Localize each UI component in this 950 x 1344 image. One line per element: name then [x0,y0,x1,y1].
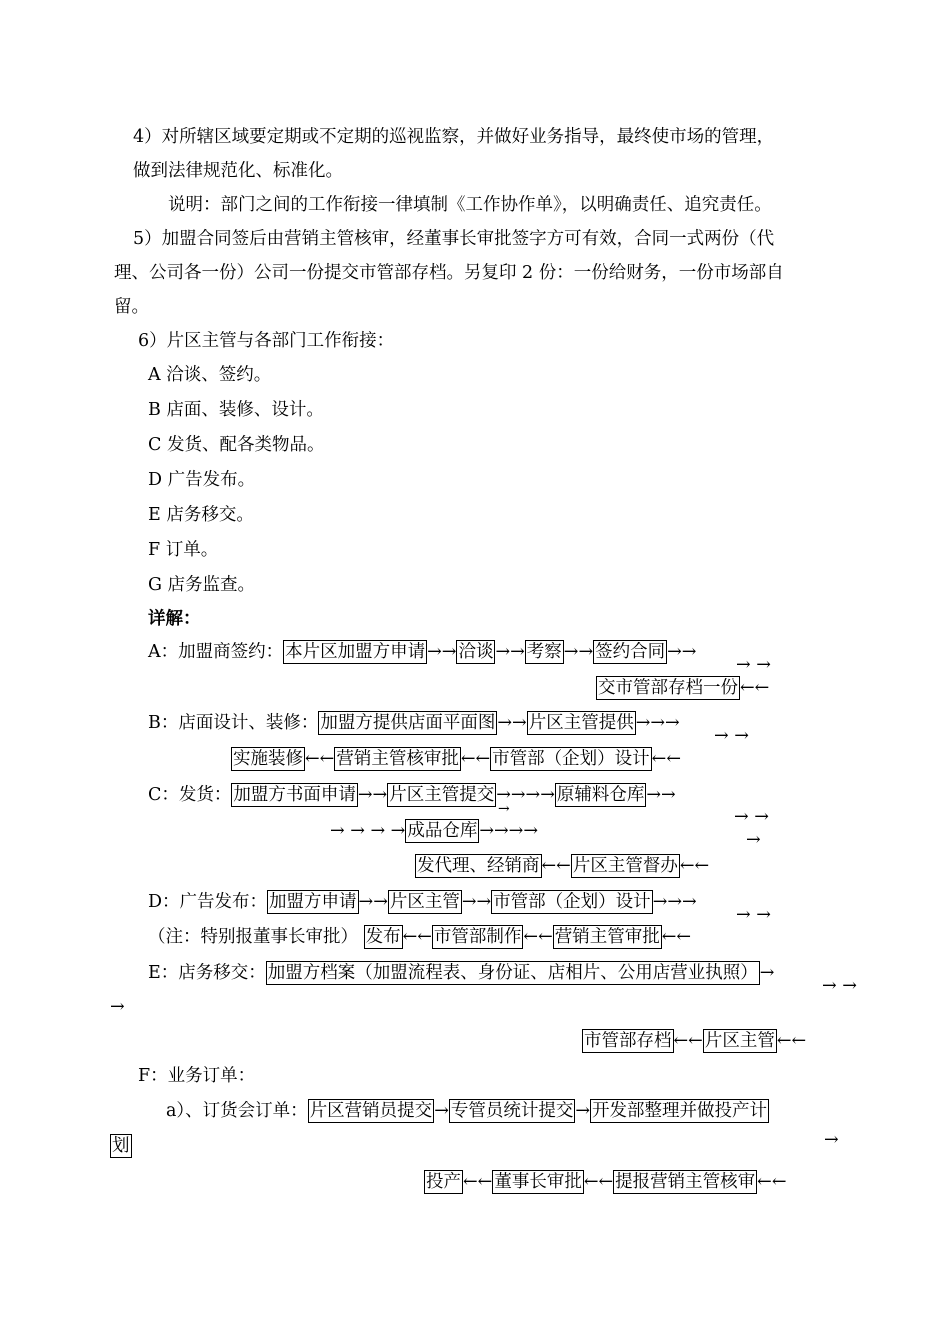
flow-a-row1 [148,640,696,664]
flow-box: 营销主管审批 [554,927,660,947]
right-arrow-icon: → → [822,976,857,996]
flow-box: 片区营销员提交 [309,1101,433,1121]
flow-box: 投产 [426,1172,461,1192]
flow-box: 董事长审批 [494,1172,582,1192]
left-arrow-icon: ←← [305,749,335,769]
left-arrow-icon: ←← [757,1172,787,1192]
list-item: G 店务监查。 [148,575,256,595]
left-arrow-icon: ←← [673,1031,703,1051]
left-arrow-icon: ←← [460,749,491,769]
left-arrow-icon: ←← [463,1172,493,1192]
right-arrow-icon: →→ [495,642,525,662]
detail-title: 详解： [148,609,201,629]
flow-box: 加盟方提供店面平面图 [320,713,496,733]
flow-box: 实施装修 [233,749,303,769]
flow-box: 本片区加盟方申请 [285,642,426,662]
paragraph-5-line1: 5）加盟合同签后由营销主管核审，经董事长审批签字方可有效，合同一式两份（代 [133,229,775,249]
flow-f-label: F：业务订单： [138,1066,256,1086]
right-arrow-icon: → → → → [330,821,406,841]
flow-box: 专管员统计提交 [450,1101,574,1121]
flow-b-label: B：店面设计、装修： [148,713,319,733]
left-arrow-icon: ←← [776,1031,807,1051]
flow-box: 片区主管 [704,1031,775,1051]
right-arrow-icon: →→ [563,642,594,662]
flow-box: 加盟方书面申请 [233,785,356,805]
left-arrow-icon: ←← [523,927,553,947]
right-arrow-icon: →→→→ [496,785,555,805]
right-arrow-icon: → [110,997,125,1017]
paragraph-4-line1: 4）对所辖区域要定期或不定期的巡视监察，并做好业务指导，最终使市场的管理， [133,127,775,147]
flow-f-sub-label: a）、订货会订单： [166,1101,308,1121]
flow-f-row1 [166,1099,769,1123]
list-item: C 发货、配各类物品。 [148,435,325,455]
flow-f-row1-wrap [110,1134,132,1158]
flow-box: 片区主管提交 [389,785,495,805]
left-arrow-icon: ←← [661,927,692,947]
right-arrow-icon: → [575,1101,591,1121]
flow-box: 营销主管核审批 [336,749,459,769]
flow-c-row2 [330,819,538,843]
flow-box: 发布 [365,927,401,947]
flow-d-label: D：广告发布： [148,892,268,912]
right-arrow-icon: →→ [357,785,388,805]
flow-box: 片区主管提供 [528,713,634,733]
flow-box: 市管部制作 [433,927,522,947]
right-arrow-icon: →→ [667,642,697,662]
down-arrow-icon: → [498,801,510,817]
flow-box: 开发部整理并做投产计 [592,1101,768,1121]
left-arrow-icon: ←← [740,678,770,698]
flow-b-row2 [231,747,681,771]
flow-d-row2 [148,925,691,949]
note-paragraph: 说明：部门之间的工作衔接一律填制《工作协作单》，以明确责任、追究责任。 [168,195,772,215]
flow-box: 片区主管督办 [572,856,678,876]
flow-box: 发代理、经销商 [417,856,540,876]
flow-box: 提报营销主管核审 [615,1172,756,1192]
list-item: A 洽谈、签约。 [148,365,272,385]
right-arrow-icon: →→ [427,642,457,662]
left-arrow-icon: ←← [541,856,571,876]
right-arrow-icon: →→ [497,713,527,733]
flow-b-row1 [148,711,680,735]
left-arrow-icon: ←← [651,749,681,769]
flow-box: 市管部（企划）设计 [492,749,650,769]
flow-box: 市管部存档 [584,1031,672,1051]
list-item: B 店面、装修、设计。 [148,400,324,420]
right-arrow-icon: →→→ [652,892,697,912]
flow-box: 原辅料仓库 [556,785,645,805]
flow-d-note: （注：特别报董事长审批） [148,927,358,947]
down-arrow-icon: → → [714,726,749,746]
paragraph-5-line2: 理、公司各一份）公司一份提交市管部存档。另复印 2 份：一份给财务，一份市场部自 [114,263,784,283]
right-arrow-icon: →→ [461,892,492,912]
flow-a-label: A：加盟商签约： [148,642,284,662]
flow-box: 签约合同 [595,642,666,662]
flow-box: 交市管部存档一份 [598,678,738,698]
right-arrow-icon: → [759,963,775,983]
flow-e-row1 [148,961,774,985]
flow-box: 洽谈 [458,642,494,662]
left-arrow-icon: ←← [679,856,710,876]
flow-f-row2 [424,1170,786,1194]
flow-box: 考察 [526,642,562,662]
list-item: F 订单。 [148,540,219,560]
paragraph-5-line3: 留。 [114,297,149,317]
left-arrow-icon: ←← [583,1172,614,1192]
flow-c-label: C：发货： [148,785,232,805]
flow-box: 划 [112,1136,130,1156]
flow-box: 加盟方申请 [269,892,357,912]
right-arrow-icon: → [434,1101,449,1121]
left-arrow-icon: ←← [402,927,432,947]
down-arrow-icon: → → [734,807,769,827]
right-arrow-icon: →→→→ [479,821,538,841]
flow-e-row2 [582,1029,806,1053]
flow-box: 成品仓库 [407,821,478,841]
flow-d-row1 [148,890,697,914]
flow-a-row2 [596,676,769,700]
right-arrow-icon: →→→ [635,713,680,733]
down-arrow-icon: → → [736,905,771,925]
flow-box: 市管部（企划）设计 [493,892,651,912]
paragraph-6: 6）片区主管与各部门工作衔接： [138,331,395,351]
down-arrow-icon: → [824,1130,839,1150]
down-arrow-icon: → → [736,655,771,675]
flow-c-row1 [148,783,676,807]
right-arrow-icon: →→ [358,892,388,912]
flow-box: 片区主管 [389,892,460,912]
list-item: E 店务移交。 [148,505,254,525]
flow-e-label: E：店务移交： [148,963,266,983]
flow-box: 加盟方档案（加盟流程表、身份证、店相片、公用店营业执照） [267,963,758,983]
flow-c-row3 [415,854,709,878]
right-arrow-icon: →→ [646,785,676,805]
down-arrow-icon: → [746,830,761,850]
paragraph-4-line2: 做到法律规范化、标准化。 [133,161,343,181]
list-item: D 广告发布。 [148,470,256,490]
